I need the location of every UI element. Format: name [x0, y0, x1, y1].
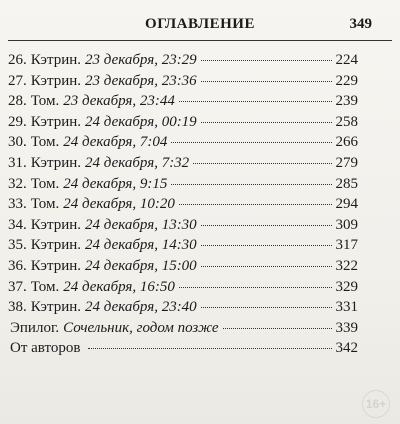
chapter-narrator: Том.: [30, 175, 60, 192]
dot-leader: [179, 287, 332, 288]
chapter-page: 258: [335, 113, 358, 130]
epilogue-subtitle: Сочельник, годом позже: [63, 319, 219, 336]
chapter-page: 294: [335, 196, 358, 213]
dot-leader: [193, 163, 331, 164]
toc-entry-27[interactable]: [8, 73, 358, 94]
toc-entry-30[interactable]: [8, 134, 358, 155]
chapter-timestamp: 23 декабря, 23:44: [63, 93, 175, 110]
chapter-narrator: Кэтрин.: [30, 52, 82, 68]
chapter-narrator: Кэтрин.: [30, 113, 82, 130]
chapter-timestamp: 24 декабря, 7:04: [63, 134, 168, 151]
chapter-timestamp: 24 декабря, 15:00: [85, 257, 197, 274]
dot-leader: [201, 60, 332, 61]
dot-leader: [201, 266, 332, 267]
chapter-timestamp: 24 декабря, 16:50: [63, 278, 175, 295]
dot-leader: [201, 307, 332, 308]
chapter-page: 322: [335, 257, 358, 274]
chapter-timestamp: 23 декабря, 23:29: [85, 52, 197, 68]
chapter-number: 35.: [8, 237, 27, 254]
chapter-timestamp: 24 декабря, 23:40: [85, 299, 197, 316]
table-of-contents: [8, 52, 358, 361]
dot-leader: [179, 101, 332, 102]
chapter-page: 239: [335, 93, 358, 110]
age-rating-badge: 16+: [362, 390, 390, 418]
chapter-number: 29.: [8, 113, 27, 130]
toc-entry-34[interactable]: [8, 217, 358, 238]
chapter-page: 229: [335, 72, 358, 89]
toc-entry-authors[interactable]: [8, 340, 358, 361]
header-rule: [8, 40, 392, 41]
chapter-page: 331: [335, 299, 358, 316]
authors-label: От авторов: [10, 340, 81, 357]
chapter-timestamp: 24 декабря, 10:20: [63, 196, 175, 213]
chapter-timestamp: 23 декабря, 23:36: [85, 72, 197, 89]
chapter-page: 285: [335, 175, 358, 192]
chapter-number: 33.: [8, 196, 27, 213]
dot-leader: [201, 81, 332, 82]
chapter-page: 279: [335, 154, 358, 171]
chapter-narrator: Том.: [30, 196, 60, 213]
dot-leader: [201, 225, 332, 226]
toc-entry-33[interactable]: [8, 196, 358, 217]
chapter-narrator: Кэтрин.: [30, 72, 82, 89]
chapter-number: 34.: [8, 216, 27, 233]
page-number: 349: [349, 16, 372, 32]
toc-entry-37[interactable]: [8, 279, 358, 300]
toc-entry-29[interactable]: [8, 114, 358, 135]
chapter-number: 31.: [8, 154, 27, 171]
toc-entry-epilogue[interactable]: [8, 320, 358, 341]
chapter-number: 30.: [8, 134, 27, 151]
chapter-page: 266: [335, 134, 358, 151]
page-header: [0, 8, 400, 38]
chapter-timestamp: 24 декабря, 14:30: [85, 237, 197, 254]
chapter-narrator: Том.: [30, 278, 60, 295]
chapter-number: 37.: [8, 278, 27, 295]
dot-leader: [171, 184, 331, 185]
epilogue-page: 339: [335, 319, 358, 336]
toc-entry-36[interactable]: [8, 258, 358, 279]
chapter-timestamp: 24 декабря, 13:30: [85, 216, 197, 233]
chapter-timestamp: 24 декабря, 00:19: [85, 113, 197, 130]
chapter-number: 28.: [8, 93, 27, 110]
dot-leader: [88, 348, 331, 349]
page-title: ОГЛАВЛЕНИЕ: [145, 16, 255, 32]
toc-entry-32[interactable]: [8, 176, 358, 197]
dot-leader: [201, 245, 332, 246]
chapter-page: 224: [335, 52, 358, 68]
chapter-narrator: Кэтрин.: [30, 154, 82, 171]
chapter-narrator: Кэтрин.: [30, 299, 82, 316]
toc-entry-31[interactable]: [8, 155, 358, 176]
epilogue-label: Эпилог.: [10, 319, 60, 336]
chapter-narrator: Том.: [30, 134, 60, 151]
chapter-narrator: Кэтрин.: [30, 237, 82, 254]
chapter-number: 26.: [8, 52, 27, 68]
chapter-number: 38.: [8, 299, 27, 316]
chapter-narrator: Том.: [30, 93, 60, 110]
toc-entry-38[interactable]: [8, 299, 358, 320]
dot-leader: [201, 122, 332, 123]
chapter-timestamp: 24 декабря, 9:15: [63, 175, 168, 192]
dot-leader: [171, 142, 331, 143]
authors-page: 342: [335, 340, 358, 357]
chapter-number: 27.: [8, 72, 27, 89]
dot-leader: [179, 204, 332, 205]
toc-entry-28[interactable]: [8, 93, 358, 114]
chapter-page: 309: [335, 216, 358, 233]
chapter-page: 317: [335, 237, 358, 254]
dot-leader: [223, 328, 332, 329]
chapter-timestamp: 24 декабря, 7:32: [85, 154, 190, 171]
toc-entry-35[interactable]: [8, 237, 358, 258]
toc-entry-26[interactable]: [8, 52, 358, 73]
chapter-page: 329: [335, 278, 358, 295]
chapter-number: 36.: [8, 257, 27, 274]
chapter-number: 32.: [8, 175, 27, 192]
chapter-narrator: Кэтрин.: [30, 216, 82, 233]
chapter-narrator: Кэтрин.: [30, 257, 82, 274]
